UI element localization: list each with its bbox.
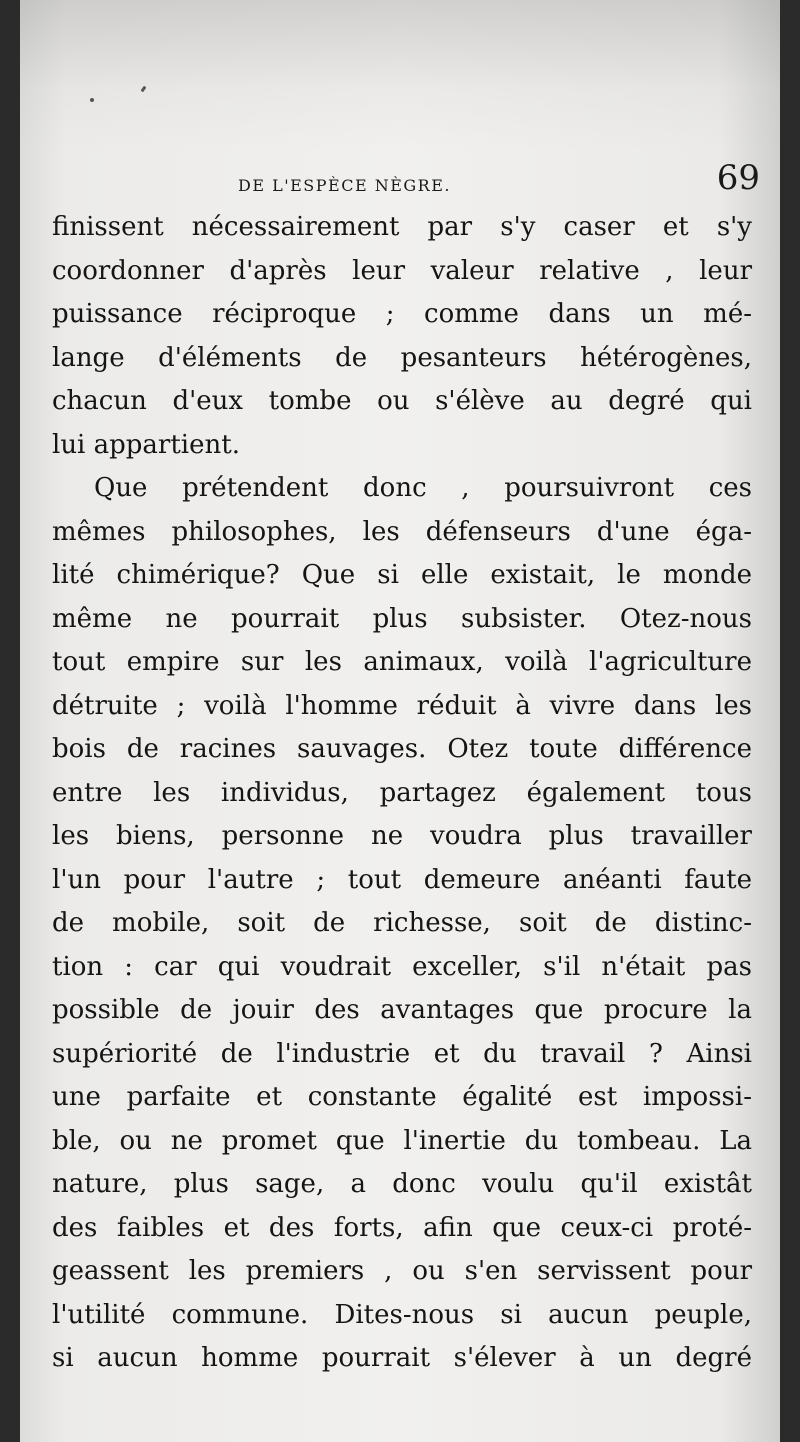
text-line: même ne pourrait plus subsister. Otez-nous (52, 603, 752, 634)
text-line: supériorité de l'industrie et du travail ? Ainsi (52, 1038, 752, 1069)
body-text (52, 206, 752, 1381)
text-line: l'utilité commune. Dites-nous si aucun peuple, (52, 1299, 752, 1330)
text-line: coordonner d'après leur valeur relative , leur (52, 255, 752, 286)
text-line: de mobile, soit de richesse, soit de distinc- (52, 908, 752, 938)
running-head: DE L'ESPÈCE NÈGRE. (238, 176, 451, 195)
text-line: geassent les premiers , ou s'en servissent pour (52, 1256, 752, 1286)
text-line: lange d'éléments de pesanteurs hétérogènes, (52, 342, 752, 373)
ink-speck (90, 98, 94, 102)
text-line: l'un pour l'autre ; tout demeure anéanti faute (52, 864, 752, 895)
text-line: possible de jouir des avantages que procure la (52, 995, 752, 1025)
text-line: tion : car qui voudrait exceller, s'il n'était pas (52, 951, 752, 982)
page-header (20, 156, 780, 200)
ink-speck (141, 86, 147, 93)
text-line: lui appartient. (52, 429, 240, 460)
page-number: 69 (716, 158, 760, 198)
text-line: des faibles et des forts, afin que ceux-ci proté- (52, 1212, 752, 1243)
text-line: Que prétendent donc , poursuivront ces (94, 473, 752, 503)
text-line: ble, ou ne promet que l'inertie du tombeau. La (52, 1125, 752, 1156)
text-line: les biens, personne ne voudra plus travailler (52, 821, 752, 851)
text-line: une parfaite et constante égalité est impossi- (52, 1082, 752, 1112)
book-page (20, 0, 780, 1442)
text-line: lité chimérique? Que si elle existait, le monde (52, 560, 752, 590)
text-line: détruite ; voilà l'homme réduit à vivre dans les (52, 690, 752, 721)
text-line: chacun d'eux tombe ou s'élève au degré qui (52, 386, 752, 416)
text-line: finissent nécessairement par s'y caser et s'y (52, 212, 752, 242)
text-line: si aucun homme pourrait s'élever à un degré (52, 1343, 752, 1373)
text-line: tout empire sur les animaux, voilà l'agriculture (52, 647, 752, 677)
text-line: entre les individus, partagez également tous (52, 777, 752, 808)
text-line: nature, plus sage, a donc voulu qu'il existât (52, 1169, 752, 1199)
text-line: puissance réciproque ; comme dans un mé- (52, 299, 752, 329)
text-line: bois de racines sauvages. Otez toute différence (52, 734, 752, 764)
text-line: mêmes philosophes, les défenseurs d'une éga- (52, 516, 752, 547)
